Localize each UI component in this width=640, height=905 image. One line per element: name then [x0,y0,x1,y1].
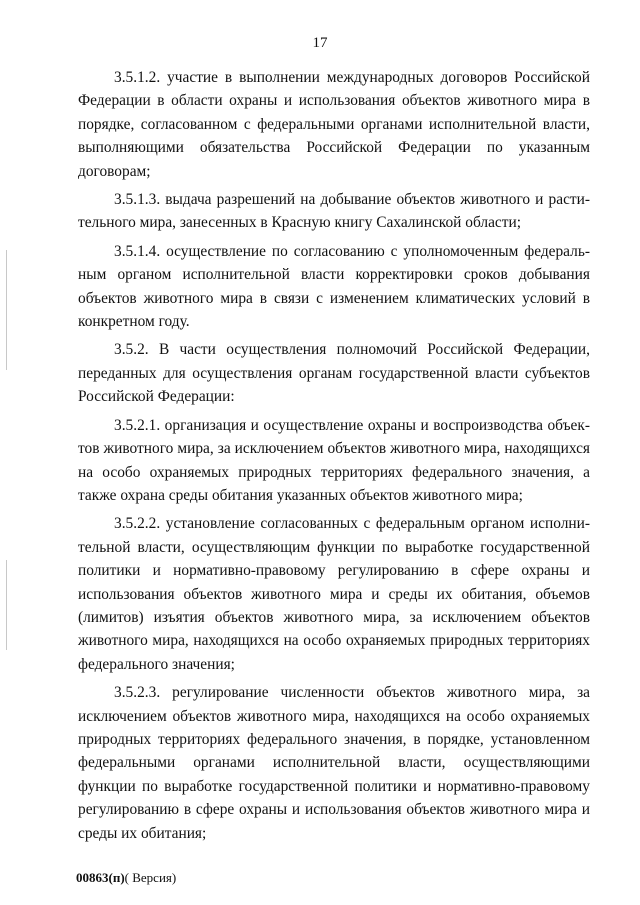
paragraph-3-5-1-3: 3.5.1.3. выдача разрешений на добывание объектов животного и растительного мира, занесенных в Красную книгу Сахалинской области; [78,191,590,232]
document-code: 00863(п) [76,870,125,885]
document-footer [76,870,176,886]
document-body [78,66,590,845]
paragraph-3-5-1-2: 3.5.1.2. участие в выполнении международных договоров Российской Федерации в области охраны и использования объектов животного мира в порядке, согласованном с федеральными органами исполнительной власти, выполняющими обязательства Российской Федерации по указанным договорам; [78,69,590,180]
paragraph-3-5-2-1: 3.5.2.1. организация и осуществление охраны и воспроизводства объектов животного мира, за исключением объектов животного мира, находящихся на особо охраняемых природных территориях федерального значения, а также охрана среды обитания указанных объектов животного мира; [78,416,590,504]
document-version-label: ( Версия) [124,870,177,885]
paragraph-3-5-1-4: 3.5.1.4. осуществление по согласованию с уполномоченным федеральным органом исполнительной власти корректировки сроков добывания объектов животного мира в связи с изменением климатических условий в конкретном году. [78,242,590,331]
paragraph-3-5-2-2: 3.5.2.2. установление согласованных с федеральным органом исполнительной власти, осуществляющим функции по выработке государственной политики и нормативно-правовому регулированию в сфере охраны и использования объектов животного мира и среды их обитания, объемов (лимитов) изъятия объектов животного мира, за исключением объектов животного мира, находящихся на особо охраняемых природных территориях федерального значения; [78,515,590,673]
paragraph-3-5-2: 3.5.2. В части осуществления полномочий Российской Федерации, переданных для осуществления органам государственной власти субъектов Российской Федерации: [78,341,590,406]
scan-edge-mark [6,250,7,370]
paragraph-3-5-2-3: 3.5.2.3. регулирование численности объектов животного мира, за исключением объектов животного мира, находящихся на особо охраняемых природных территориях федерального значения, в порядке, установленном федеральными органами исполнительной власти, осуществляющими функции по выработке государственной политики и нормативно-правовому регулированию в сфере охраны и использования объектов животного мира и среды их обитания; [78,684,590,842]
page-number: 17 [312,35,328,51]
scan-edge-mark [6,560,7,650]
